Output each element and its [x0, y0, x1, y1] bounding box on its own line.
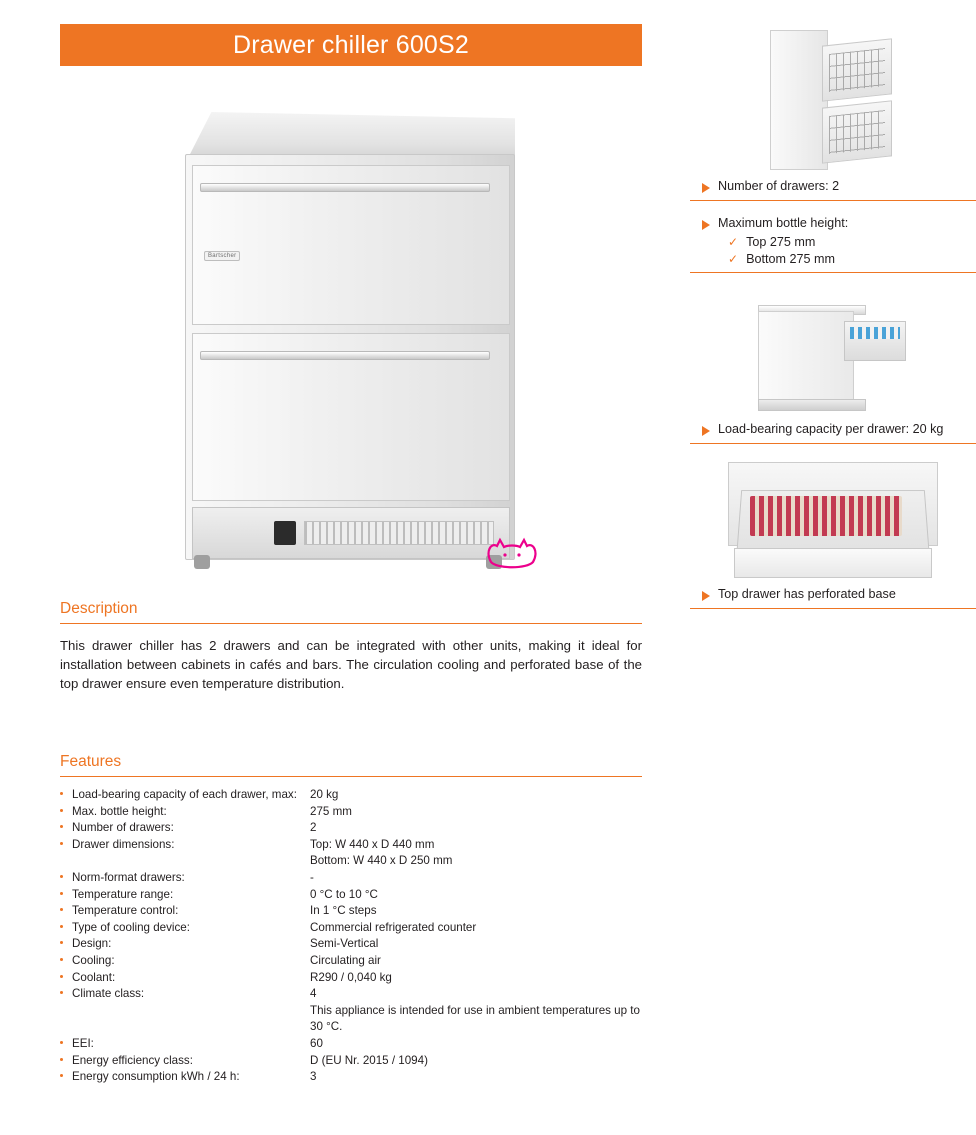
triangle-bullet-icon [702, 183, 710, 193]
spec-row [60, 1053, 642, 1070]
spec-value: Bottom: W 440 x D 250 mm [310, 854, 453, 868]
spec-key: Number of drawers: [72, 821, 174, 835]
spec-key: Coolant: [72, 970, 116, 984]
triangle-bullet-icon [702, 591, 710, 601]
highlight-group-bottle-height [690, 211, 976, 273]
page-title: Drawer chiller 600S2 [232, 30, 470, 59]
spec-value: 60 [310, 1036, 323, 1050]
spec-key: Design: [72, 937, 112, 951]
spec-row [60, 970, 642, 987]
spec-row [60, 1036, 642, 1053]
specifications-table [60, 787, 642, 1086]
triangle-bullet-icon [702, 220, 710, 230]
spec-row [60, 870, 642, 887]
description-section [60, 600, 642, 693]
spec-value: 0 °C to 10 °C [310, 887, 378, 901]
highlight-item-bottle-height [690, 211, 976, 232]
brand-badge: Bartscher [204, 251, 240, 261]
chiller-handle-top [200, 183, 490, 192]
right-column [690, 24, 976, 609]
spec-key: EEI: [72, 1036, 94, 1050]
spec-key: Temperature control: [72, 904, 179, 918]
spec-value: 4 [310, 987, 317, 1001]
spec-row [60, 1069, 642, 1086]
spec-value: 3 [310, 1070, 317, 1084]
spec-row [60, 837, 642, 854]
left-column [60, 24, 642, 1086]
spec-key: Norm-format drawers: [72, 870, 185, 884]
spec-value: Top: W 440 x D 440 mm [310, 837, 435, 851]
highlight-item-perforated-base [690, 582, 976, 609]
spec-key: Energy consumption kWh / 24 h: [72, 1070, 240, 1084]
highlight-image-drawers [690, 24, 976, 174]
highlight-label: Maximum bottle height: [718, 216, 849, 230]
chiller-foot-left [194, 555, 210, 569]
spec-value: In 1 °C steps [310, 904, 377, 918]
description-heading: Description [60, 600, 642, 624]
cat-outline-icon [483, 536, 541, 570]
spec-key: Load-bearing capacity of each drawer, max: [72, 788, 297, 801]
spec-key: Energy efficiency class: [72, 1053, 193, 1067]
temperature-display [274, 521, 296, 545]
spec-value: - [310, 870, 314, 884]
features-heading: Features [60, 753, 642, 777]
spec-value: Circulating air [310, 953, 381, 967]
sub-item-label: Top 275 mm [746, 235, 816, 249]
spec-row [60, 820, 642, 837]
spec-row [60, 920, 642, 937]
spec-value: 275 mm [310, 804, 352, 818]
spec-row-continuation [60, 853, 642, 870]
spec-row [60, 804, 642, 821]
chiller-handle-bottom [200, 351, 490, 360]
drawer-chiller-illustration [185, 112, 515, 560]
spec-row [60, 787, 642, 804]
spec-row [60, 953, 642, 970]
spec-value: D (EU Nr. 2015 / 1094) [310, 1053, 428, 1067]
chiller-body [185, 154, 515, 560]
check-icon: ✓ [728, 235, 739, 249]
spec-key: Cooling: [72, 953, 115, 967]
spec-value: 20 kg [310, 788, 339, 801]
sub-item-top [690, 235, 976, 249]
description-text: This drawer chiller has 2 drawers and can be integrated with other units, making it ideal for installation between cabinets in cafés and bars. The circulation cooling and perforated base of the top drawer ensure even temperature distribution. [60, 638, 642, 691]
highlight-label: Number of drawers: 2 [718, 179, 840, 193]
spec-row [60, 936, 642, 953]
product-title-bar [60, 24, 642, 66]
spec-key: Type of cooling device: [72, 920, 190, 934]
spec-value: Commercial refrigerated counter [310, 920, 477, 934]
highlight-image-perforated-base [690, 462, 976, 582]
spec-key: Temperature range: [72, 887, 174, 901]
highlight-item-drawers [690, 174, 976, 201]
spec-key: Max. bottle height: [72, 804, 167, 818]
spec-value: R290 / 0,040 kg [310, 970, 392, 984]
spec-value: 2 [310, 821, 317, 835]
ventilation-grille [304, 521, 494, 545]
spec-row [60, 903, 642, 920]
hero-product-image [145, 82, 557, 578]
highlight-image-load-capacity [690, 295, 976, 417]
spec-key: Climate class: [72, 987, 145, 1001]
features-section [60, 753, 642, 1086]
check-icon: ✓ [728, 252, 739, 266]
spec-row [60, 887, 642, 904]
spec-row-continuation [60, 1003, 642, 1036]
sub-item-label: Bottom 275 mm [746, 252, 835, 266]
highlight-item-load-capacity [690, 417, 976, 444]
sub-item-bottom [690, 252, 976, 266]
spec-value: This appliance is intended for use in ambient temperatures up to 30 °C. [310, 1003, 640, 1034]
spec-value: Semi-Vertical [310, 937, 379, 951]
highlight-label: Load-bearing capacity per drawer: 20 kg [718, 422, 944, 436]
triangle-bullet-icon [702, 426, 710, 436]
highlight-label: Top drawer has perforated base [718, 587, 896, 601]
spec-key: Drawer dimensions: [72, 837, 175, 851]
spec-row [60, 986, 642, 1003]
